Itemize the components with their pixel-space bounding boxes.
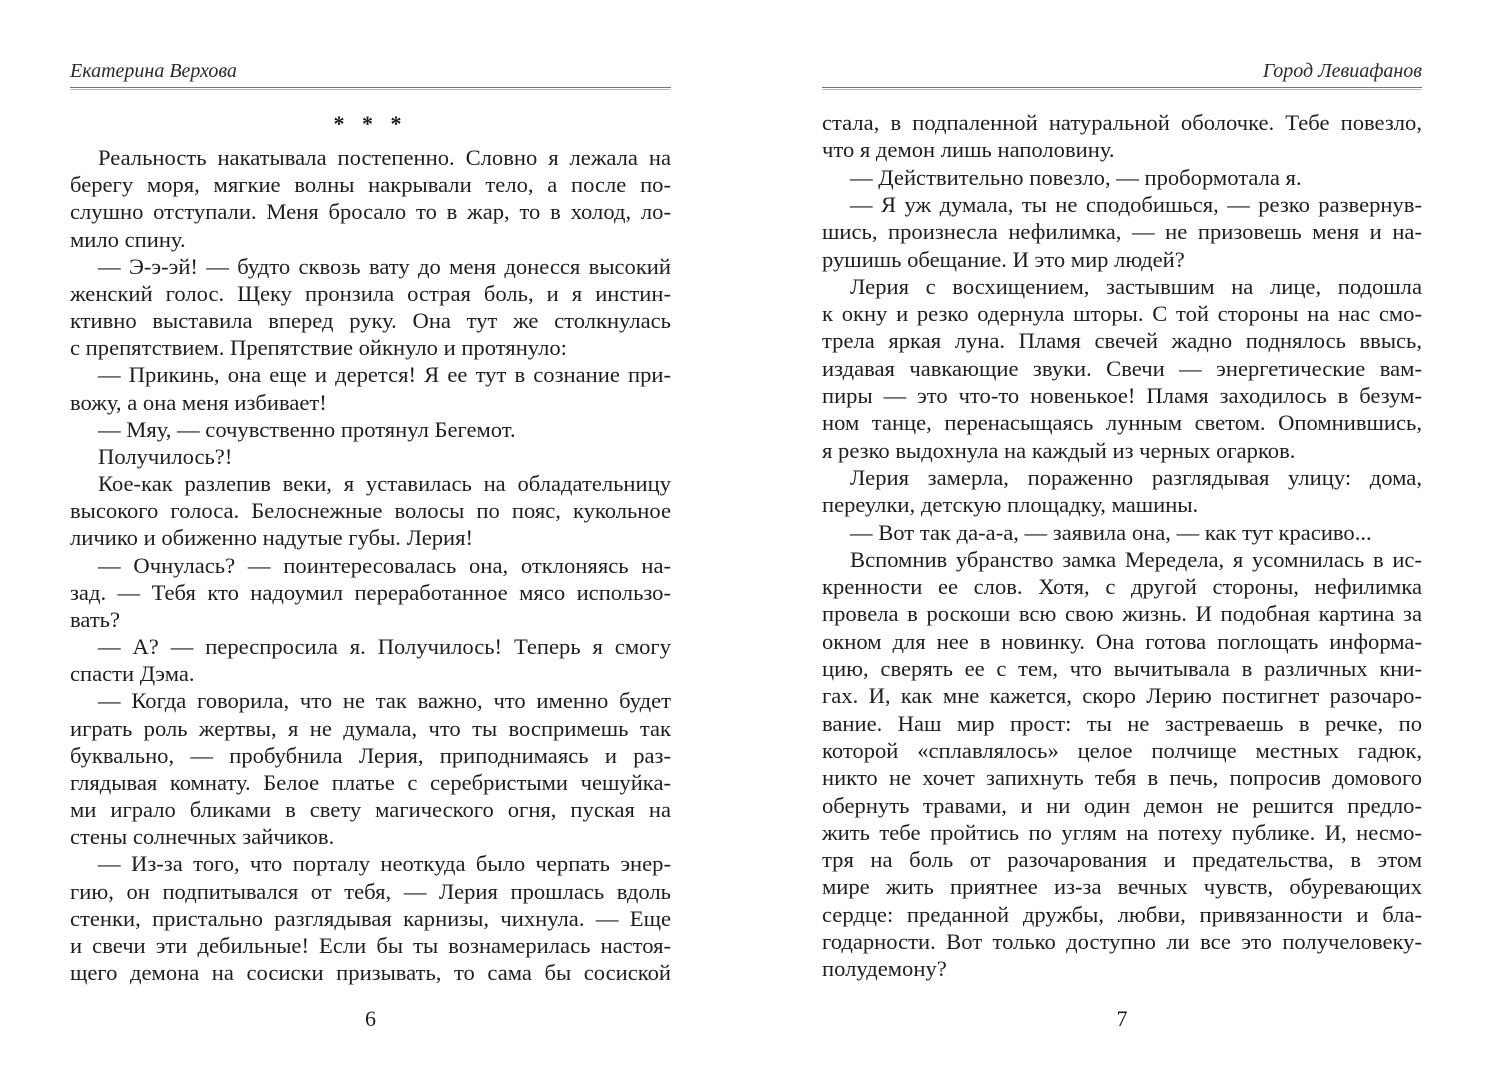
text-line: я резко выдохнула на каждый из черных огарков. xyxy=(822,437,1296,463)
text-line: Лерия с восхищением, застывшим на лице, подошла xyxy=(850,273,1422,299)
text-line: Кое-как разлепив веки, я уставилась на обладательницу xyxy=(98,471,671,497)
text-line: глядывая комнату. Белое платье с серебристыми чешуйка- xyxy=(70,769,671,795)
running-head-author: Екатерина Верхова xyxy=(70,60,237,82)
text-line: вожу, а она меня избивает! xyxy=(70,389,327,415)
text-line: зад. — Тебя кто надоумил переработанное мясо использо- xyxy=(70,579,671,605)
text-line: спасти Дэма. xyxy=(70,661,195,687)
header-rule xyxy=(70,87,671,88)
text-line: никто не хочет запихнуть тебя в печь, попросив домового xyxy=(822,765,1422,791)
text-line: переулки, детскую площадку, машины. xyxy=(822,492,1199,518)
text-line: стала, в подпаленной натуральной оболочке. Тебе повезло, xyxy=(822,110,1422,135)
text-line: личико и обиженно надутые губы. Лерия! xyxy=(70,525,474,551)
text-line: цию, сверять ее с тем, что вычитывала в различных кни- xyxy=(822,656,1422,681)
text-line: мире жить приятнее из-за вечных чувств, обуревающих xyxy=(822,874,1422,900)
text-line: годарности. Вот только доступно ли все это получеловеку- xyxy=(822,929,1422,954)
text-line: гах. И, как мне кажется, скоро Лерию постигнет разочаро- xyxy=(822,683,1422,709)
text-line: Реальность накатывала постепенно. Словно я лежала на xyxy=(98,145,671,170)
text-line: сердце: преданной дружбы, любви, привязанности и бла- xyxy=(822,901,1422,927)
text-line: ми играло бликами в свету магического огня, пуская на xyxy=(70,797,671,823)
text-line: стены солнечных зайчиков. xyxy=(70,824,335,850)
left-page xyxy=(70,0,671,1080)
page-number: 7 xyxy=(1116,1006,1128,1031)
text-line: жить тебе пройтись по углям на потеху публике. И, несмо- xyxy=(822,819,1422,845)
text-line: Получилось?! xyxy=(98,443,233,469)
text-line: вание. Наш мир прост: ты не застреваешь в речке, по xyxy=(822,710,1422,736)
text-line: буквально, — пробубнила Лерия, приподнимаясь и раз- xyxy=(70,742,671,768)
section-break: * * * xyxy=(333,111,408,136)
text-line: щего демона на сосиски призывать, то сама бы сосиской xyxy=(70,960,671,986)
text-line: стенки, пристально разглядывая карнизы, чихнула. — Еще xyxy=(70,905,671,931)
text-line: — Когда говорила, что не так важно, что именно будет xyxy=(98,688,671,714)
text-line: слушно отступали. Меня бросало то в жар, то в холод, ло- xyxy=(70,199,671,225)
text-line: к окну и резко одернула шторы. С той стороны на нас смо- xyxy=(822,301,1422,327)
text-line: — Очнулась? — поинтересовалась она, отклоняясь на- xyxy=(98,552,671,578)
text-line: шись, произнесла нефилимка, — не призовешь меня и на- xyxy=(822,219,1422,245)
text-line: с препятствием. Препятствие ойкнуло и протянуло: xyxy=(70,335,567,361)
text-line: тря на боль от разочарования и предательства, в этом xyxy=(822,847,1422,873)
text-line: мило спину. xyxy=(70,226,186,252)
text-line: провела в роскоши всю свою жизнь. И подобная картина за xyxy=(822,601,1422,627)
text-line: трела яркая луна. Пламя свечей жадно поднялось ввысь, xyxy=(822,328,1422,354)
text-line: рушишь обещание. И это мир людей? xyxy=(822,246,1185,272)
text-line: играть роль жертвы, я не думала, что ты воспримешь так xyxy=(70,715,671,741)
text-line: окном для нее в новинку. Она готова поглощать информа- xyxy=(822,628,1422,654)
text-line: — Вот так да-а-а, — заявила она, — как тут красиво... xyxy=(850,519,1372,545)
right-page xyxy=(822,0,1422,1080)
text-line: — Я уж думала, ты не сподобишься, — резко развернув- xyxy=(850,191,1422,217)
header-rule xyxy=(822,87,1422,88)
text-line: которой «сплавлялось» целое полчище местных гадюк, xyxy=(822,737,1422,763)
text-line: Вспомнив убранство замка Мередела, я усомнилась в ис- xyxy=(850,546,1422,572)
text-line: — А? — переспросила я. Получилось! Теперь я смогу xyxy=(98,634,671,660)
text-line: берегу моря, мягкие волны накрывали тело, а после по- xyxy=(70,172,671,198)
text-line: полудемону? xyxy=(822,956,947,982)
text-line: высокого голоса. Белоснежные волосы по пояс, кукольное xyxy=(70,498,671,524)
text-line: женский голос. Щеку пронзила острая боль, и я инстин- xyxy=(70,280,671,306)
text-line: — Прикинь, она еще и дерется! Я ее тут в сознание при- xyxy=(98,362,671,388)
text-line: гию, он подпитывался от тебя, — Лерия прошлась вдоль xyxy=(70,878,671,904)
text-line: — Из-за того, что порталу неоткуда было черпать энер- xyxy=(98,851,671,877)
text-line: — Мяу, — сочувственно протянул Бегемот. xyxy=(98,416,516,442)
page-number: 6 xyxy=(365,1006,376,1031)
text-line: — Э-э-эй! — будто сквозь вату до меня донесся высокий xyxy=(98,253,671,279)
text-line: — Действительно повезло, — пробормотала я. xyxy=(850,164,1302,190)
text-line: вать? xyxy=(70,606,121,632)
text-line: ктивно выставила вперед руку. Она тут же столкнулась xyxy=(70,308,671,334)
text-line: кренности ее слов. Хотя, с другой стороны, нефилимка xyxy=(822,574,1422,600)
text-line: пиры — это что-то новенькое! Пламя заходилось в безум- xyxy=(822,383,1422,408)
text-line: обернуть травами, и ни один демон не решится предло- xyxy=(822,792,1422,818)
text-line: что я демон лишь наполовину. xyxy=(822,137,1115,163)
text-line: и свечи эти дебильные! Если бы ты вознамерилась настоя- xyxy=(70,932,671,958)
text-line: Лерия замерла, пораженно разглядывая улицу: дома, xyxy=(850,464,1422,490)
text-line: издавая чавкающие звуки. Свечи — энергетические вам- xyxy=(822,355,1422,381)
running-head-title: Город Левиафанов xyxy=(1262,60,1422,82)
text-line: ном танце, перенасыщаясь лунным светом. Опомнившись, xyxy=(822,410,1422,436)
